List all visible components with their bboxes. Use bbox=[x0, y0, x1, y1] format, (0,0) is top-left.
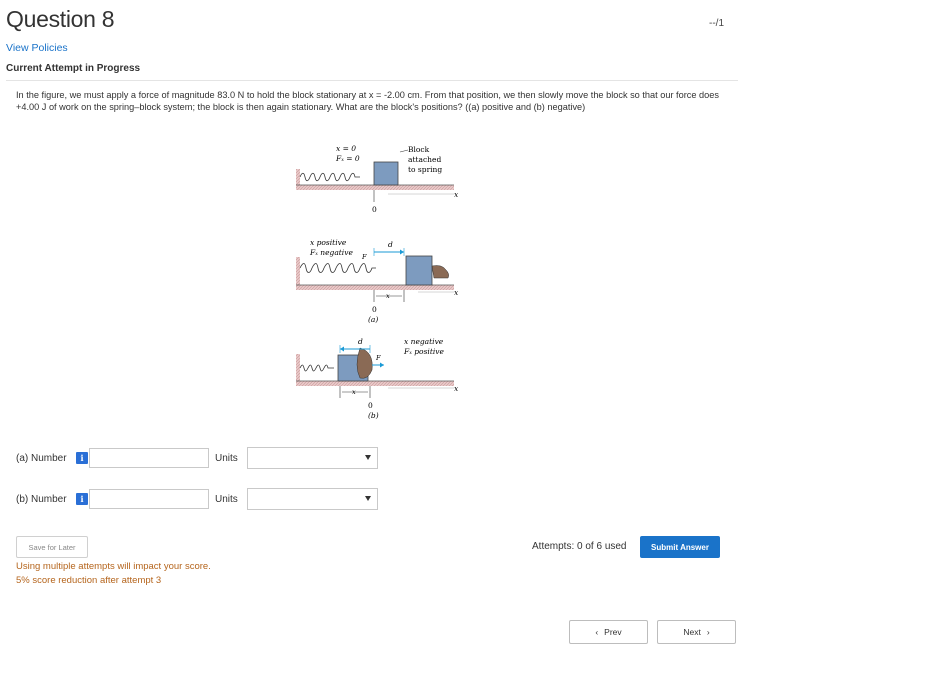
label-d: d bbox=[358, 337, 363, 346]
block bbox=[406, 256, 432, 285]
caption-a: (a) bbox=[368, 315, 379, 324]
label-to-spring: to spring bbox=[408, 165, 443, 174]
panel-top bbox=[296, 144, 459, 214]
attempt-status: Current Attempt in Progress bbox=[6, 63, 141, 74]
info-icon[interactable]: i bbox=[76, 452, 88, 464]
spring-stretched bbox=[300, 264, 376, 273]
spring bbox=[300, 173, 360, 181]
label-f-positive: Fₓ positive bbox=[404, 347, 444, 356]
label-x-measure: x bbox=[352, 388, 356, 396]
answer-row-a bbox=[16, 447, 378, 469]
label-f-zero: Fₓ = 0 bbox=[336, 154, 360, 163]
wall bbox=[296, 257, 300, 285]
view-policies-link[interactable]: View Policies bbox=[6, 42, 68, 54]
caption-b: (b) bbox=[368, 411, 379, 420]
next-label: Next bbox=[683, 627, 701, 637]
score-reduction-note: 5% score reduction after attempt 3 bbox=[16, 575, 162, 586]
chevron-down-icon bbox=[365, 496, 371, 501]
panel-a bbox=[296, 238, 459, 324]
answer-b-number-input[interactable] bbox=[89, 489, 209, 509]
score-indicator: --/1 bbox=[709, 18, 724, 29]
answer-b-label: (b) Number bbox=[16, 493, 67, 505]
floor bbox=[296, 285, 454, 290]
page-title: Question 8 bbox=[6, 6, 115, 32]
label-x-axis: x bbox=[454, 384, 459, 393]
label-x-measure: x bbox=[386, 292, 390, 300]
label-x-positive: x positive bbox=[310, 238, 347, 247]
save-for-later-button[interactable]: Save for Later bbox=[16, 536, 88, 558]
panel-b bbox=[296, 337, 459, 420]
answer-b-units-select[interactable] bbox=[247, 488, 378, 510]
submit-answer-button[interactable]: Submit Answer bbox=[640, 536, 720, 558]
divider bbox=[6, 80, 738, 81]
prev-label: Prev bbox=[604, 627, 622, 637]
answer-a-units-label: Units bbox=[215, 452, 238, 464]
chevron-right-icon: › bbox=[706, 627, 710, 637]
label-origin: 0 bbox=[368, 401, 373, 410]
label-f-negative: Fₓ negative bbox=[310, 248, 353, 257]
info-icon[interactable]: i bbox=[76, 493, 88, 505]
spring-compressed bbox=[300, 365, 334, 371]
label-x-axis: x bbox=[454, 288, 459, 297]
floor bbox=[296, 185, 454, 190]
prev-button[interactable] bbox=[569, 620, 648, 644]
label-x-zero: x = 0 bbox=[336, 144, 357, 153]
label-x-negative: x negative bbox=[404, 337, 444, 346]
label-force: F bbox=[362, 253, 367, 261]
floor bbox=[296, 381, 454, 386]
spring-block-figure bbox=[288, 142, 468, 422]
label-origin: 0 bbox=[372, 205, 377, 214]
label-block: Block bbox=[408, 145, 430, 154]
answer-a-number-input[interactable] bbox=[89, 448, 209, 468]
question-text: In the figure, we must apply a force of magnitude 83.0 N to hold the block stationary at x = -2.00 cm. From that position, we then slowly move the block so that our force does +4.00 J of work on the spring–block system; the block is then again stationary. What are the block's positions? ((a) positive and (b) negative) bbox=[16, 90, 719, 112]
wall bbox=[296, 354, 300, 381]
label-x-axis: x bbox=[454, 190, 459, 199]
answer-b-units-label: Units bbox=[215, 493, 238, 505]
attempts-counter: Attempts: 0 of 6 used bbox=[532, 541, 627, 552]
label-attached: attached bbox=[408, 155, 442, 164]
label-origin: 0 bbox=[372, 305, 377, 314]
answer-row-b bbox=[16, 488, 378, 510]
next-button[interactable] bbox=[657, 620, 736, 644]
hand bbox=[432, 266, 449, 279]
chevron-left-icon: ‹ bbox=[595, 627, 599, 637]
answer-a-label: (a) Number bbox=[16, 452, 67, 464]
block bbox=[374, 162, 398, 185]
answer-a-units-select[interactable] bbox=[247, 447, 378, 469]
chevron-down-icon bbox=[365, 455, 371, 460]
attempt-warning: Using multiple attempts will impact your score. bbox=[16, 561, 211, 572]
label-d: d bbox=[388, 240, 393, 249]
wall bbox=[296, 169, 300, 185]
label-force: F bbox=[376, 354, 381, 362]
